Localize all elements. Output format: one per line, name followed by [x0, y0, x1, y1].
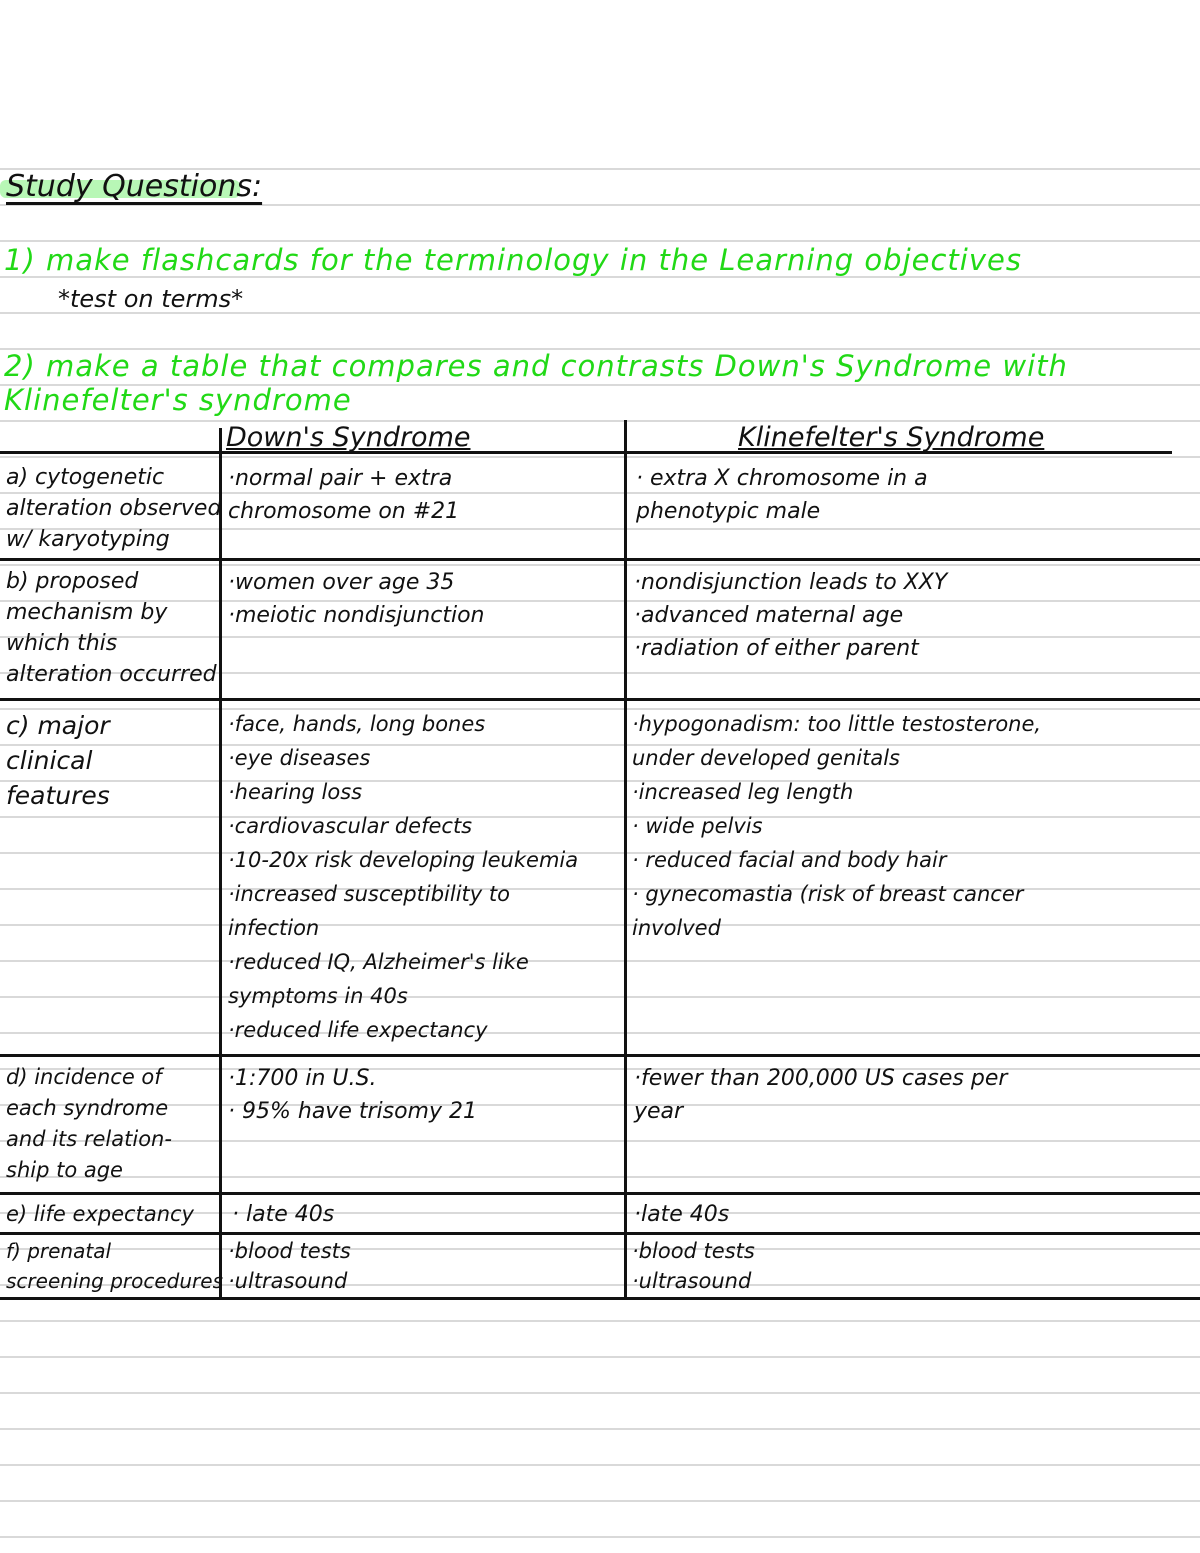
question-2-line-1: 2) make a table that compares and contrasts Down's Syndrome with: [4, 349, 1068, 383]
cell-down-cytogenetic: ·normal pair + extra chromosome on #21: [228, 466, 460, 524]
header-down-syndrome: Down's Syndrome: [226, 422, 471, 453]
row-label-cytogenetic: a) cytogenetic alteration observed w/ karyotyping: [6, 465, 222, 552]
cell-down-prenatal-screening: ·blood tests ·ultrasound: [228, 1239, 351, 1293]
table-rule: [0, 698, 1200, 701]
cell-kline-incidence: ·fewer than 200,000 US cases per year: [634, 1066, 1008, 1124]
cell-down-incidence: ·1:700 in U.S. · 95% have trisomy 21: [228, 1066, 477, 1124]
cell-kline-clinical-features: ·hypogonadism: too little testosterone, under developed genitals ·increased leg length · wide pelvis · reduced facial and body hair · gynecomastia (risk of breast cancer involved: [632, 712, 1042, 940]
table-rule: [0, 1297, 1200, 1300]
row-label-clinical-features: c) major clinical features: [6, 711, 110, 810]
table-divider: [219, 428, 222, 1298]
table-rule: [0, 1054, 1200, 1057]
cell-kline-mechanism: ·nondisjunction leads to XXY ·advanced maternal age ·radiation of either parent: [634, 570, 948, 661]
cell-kline-cytogenetic: · extra X chromosome in a phenotypic male: [636, 466, 928, 524]
table-rule: [0, 1192, 1200, 1195]
cell-down-clinical-features: ·face, hands, long bones ·eye diseases ·hearing loss ·cardiovascular defects ·10-20x risk developing leukemia ·increased susceptibility to infection ·reduced IQ, Alzheimer's like symptoms in 40s ·reduced life expectancy: [228, 712, 579, 1042]
page-title: Study Questions:: [6, 169, 263, 204]
row-label-life-expectancy: e) life expectancy: [6, 1202, 194, 1226]
row-label-prenatal-screening: f) prenatal screening procedures: [6, 1239, 223, 1293]
question-1-note: *test on terms*: [58, 285, 244, 313]
row-label-mechanism: b) proposed mechanism by which this alteration occurred: [6, 569, 217, 687]
table-rule: [0, 1232, 1200, 1235]
cell-down-mechanism: ·women over age 35 ·meiotic nondisjunction: [228, 570, 485, 628]
header-klinefelter-syndrome: Klinefelter's Syndrome: [738, 422, 1045, 453]
cell-kline-life-expectancy: ·late 40s: [634, 1202, 730, 1227]
question-2-line-2: Klinefelter's syndrome: [4, 383, 352, 417]
row-label-incidence: d) incidence of each syndrome and its relation- ship to age: [6, 1065, 172, 1182]
table-rule: [0, 558, 1200, 561]
question-1: 1) make flashcards for the terminology in the Learning objectives: [4, 243, 1022, 277]
table-divider: [624, 420, 627, 1298]
cell-kline-prenatal-screening: ·blood tests ·ultrasound: [632, 1239, 755, 1293]
cell-down-life-expectancy: · late 40s: [232, 1202, 335, 1227]
